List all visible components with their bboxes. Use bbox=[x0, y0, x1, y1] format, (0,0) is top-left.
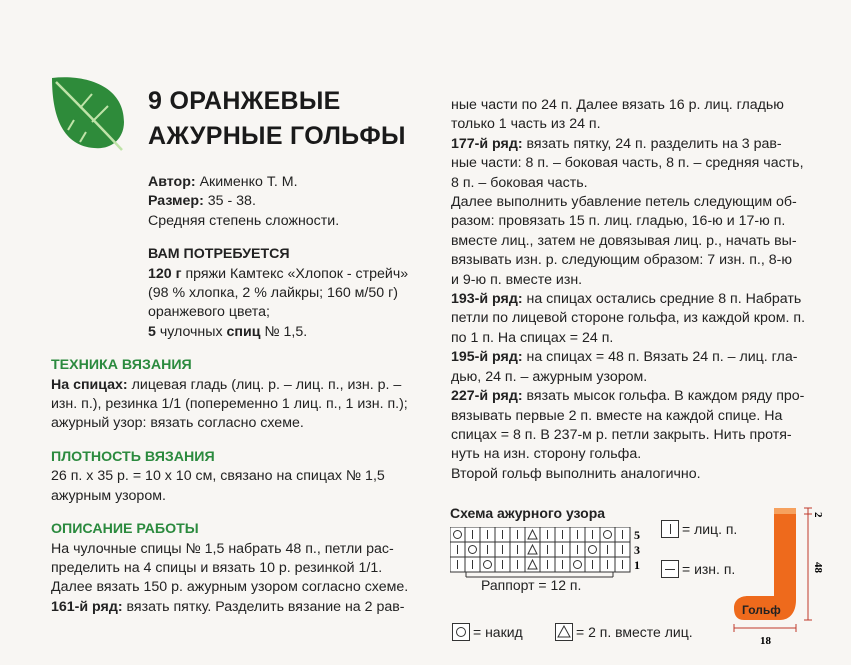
materials-line-4: 5 чулочных спиц № 1,5. bbox=[148, 323, 308, 340]
title-line-1: 9 ОРАНЖЕВЫЕ bbox=[148, 87, 341, 115]
k2tog-icon bbox=[555, 623, 573, 641]
yarn-over-icon bbox=[452, 623, 470, 641]
density-line-2: ажурным узором. bbox=[51, 487, 166, 504]
col2-line-1: ные части по 24 п. Далее вязать 16 р. лиц. гладью bbox=[451, 97, 784, 113]
legend-knit: = лиц. п. bbox=[661, 520, 737, 538]
col2-line-6: Далее выполнить убавление петель следующим об- bbox=[451, 194, 797, 211]
materials-line-3: оранжевого цвета; bbox=[148, 304, 270, 321]
legend-purl: = изн. п. bbox=[661, 560, 735, 578]
materials-line-2: (98 % хлопка, 2 % лайкры; 160 м/50 г) bbox=[148, 285, 398, 302]
col2-line-13: по 1 п. На спицах = 24 п. bbox=[451, 329, 614, 346]
col2-line-16: 227-й ряд: вязать мысок гольфа. В каждом ряду про- bbox=[451, 388, 805, 405]
col2-line-14: 195-й ряд: на спицах = 48 п. Вязать 24 п. – лиц. гла- bbox=[451, 349, 798, 366]
col2-line-12: петли по лицевой стороне гольфа, из каждой кром. п. bbox=[451, 310, 806, 327]
knit-stitch-icon bbox=[661, 520, 679, 538]
dim-height-label: 48 bbox=[812, 562, 824, 573]
height-dimension bbox=[804, 508, 812, 620]
sock-diagram bbox=[730, 502, 830, 650]
technique-line-1: На спицах: лицевая гладь (лиц. р. – лиц. п., изн. р. – bbox=[51, 376, 402, 393]
col2-line-18: спицах = 8 п. В 237-м р. петли закрыть. Нить протя- bbox=[451, 426, 792, 443]
author-line: Автор: Акименко Т. М. bbox=[148, 174, 298, 190]
rapport-label: Раппорт = 12 п. bbox=[481, 577, 582, 593]
page-title bbox=[148, 84, 406, 154]
materials-heading: ВАМ ПОТРЕБУЕТСЯ bbox=[148, 246, 290, 263]
col2-line-7: разом: провязать 15 п. лиц. гладью, 16-ю и 17-ю п. bbox=[451, 213, 786, 230]
col2-line-19: нуть на изн. сторону гольфа. bbox=[451, 446, 642, 463]
col2-line-5: 8 п. – боковая часть. bbox=[451, 174, 588, 191]
col2-line-3: 177-й ряд: вязать пятку, 24 п. разделить на 3 рав- bbox=[451, 135, 782, 152]
legend-yarn-over: = накид bbox=[452, 623, 523, 641]
row-label-5: 5 bbox=[634, 528, 640, 542]
purl-stitch-icon bbox=[661, 560, 679, 578]
row-label-3: 3 bbox=[634, 543, 640, 557]
col2-line-15: дью, 24 п. – ажурным узором. bbox=[451, 368, 648, 385]
stitch-chart bbox=[450, 527, 650, 575]
description-line-2: пределить на 4 спицы и вязать 10 р. резинкой 1/1. bbox=[51, 559, 383, 576]
col2-line-4: ные части: 8 п. – боковая часть, 8 п. – средняя часть, bbox=[451, 155, 804, 172]
materials-line-1: 120 г пряжи Камтекс «Хлопок - стрейч» bbox=[148, 265, 409, 282]
technique-section bbox=[51, 356, 426, 434]
scheme-caption: Схема ажурного узора bbox=[450, 505, 606, 521]
sock-cuff bbox=[774, 508, 796, 514]
description-line-3: Далее вязать 150 р. ажурным узором согласно схеме. bbox=[51, 579, 409, 596]
legend-k2tog: = 2 п. вместе лиц. bbox=[555, 623, 693, 641]
technique-line-3: ажурный узор: вязать согласно схеме. bbox=[51, 415, 304, 432]
technique-line-2: изн. п.), резинка 1/1 (попеременно 1 лиц. п., 1 изн. п.); bbox=[51, 396, 408, 413]
right-column bbox=[451, 96, 831, 484]
col2-line-2: только 1 часть из 24 п. bbox=[451, 116, 601, 133]
size-line: Размер: 35 - 38. bbox=[148, 193, 256, 210]
col2-line-11: 193-й ряд: на спицах остались средние 8 п. Набрать bbox=[451, 291, 802, 308]
left-column bbox=[51, 173, 426, 617]
dim-top-label: 2 bbox=[812, 512, 824, 518]
density-heading: ПЛОТНОСТЬ ВЯЗАНИЯ bbox=[51, 448, 215, 465]
foot-dimension bbox=[734, 624, 796, 632]
description-line-4: 161-й ряд: вязать пятку. Разделить вязание на 2 рав- bbox=[51, 598, 405, 615]
col2-line-20: Второй гольф выполнить аналогично. bbox=[451, 465, 701, 482]
materials-section bbox=[51, 245, 426, 342]
col2-line-10: и 9-ю п. вместе изн. bbox=[451, 271, 583, 288]
col2-line-17: вязывать первые 2 п. вместе на каждой спице. На bbox=[451, 407, 783, 424]
density-section bbox=[51, 448, 426, 506]
col2-line-9: вязывать изн. р. следующим образом: 7 изн. п., 8-ю bbox=[451, 252, 792, 269]
technique-heading: ТЕХНИКА ВЯЗАНИЯ bbox=[51, 357, 192, 374]
col2-line-8: вместе лиц., затем не довязывая лиц. р., начать вы- bbox=[451, 232, 797, 249]
description-section bbox=[51, 520, 426, 617]
density-line-1: 26 п. х 35 р. = 10 х 10 см, связано на спицах № 1,5 bbox=[51, 468, 385, 485]
dim-foot-label: 18 bbox=[760, 635, 771, 647]
description-heading: ОПИСАНИЕ РАБОТЫ bbox=[51, 521, 199, 538]
leaf-icon bbox=[46, 72, 128, 152]
difficulty-line: Средняя степень сложности. bbox=[148, 212, 340, 229]
title-line-2: АЖУРНЫЕ ГОЛЬФЫ bbox=[148, 122, 406, 150]
row-label-1: 1 bbox=[634, 558, 640, 572]
sock-label: Гольф bbox=[742, 603, 781, 617]
description-line-1: На чулочные спицы № 1,5 набрать 48 п., петли рас- bbox=[51, 540, 394, 557]
